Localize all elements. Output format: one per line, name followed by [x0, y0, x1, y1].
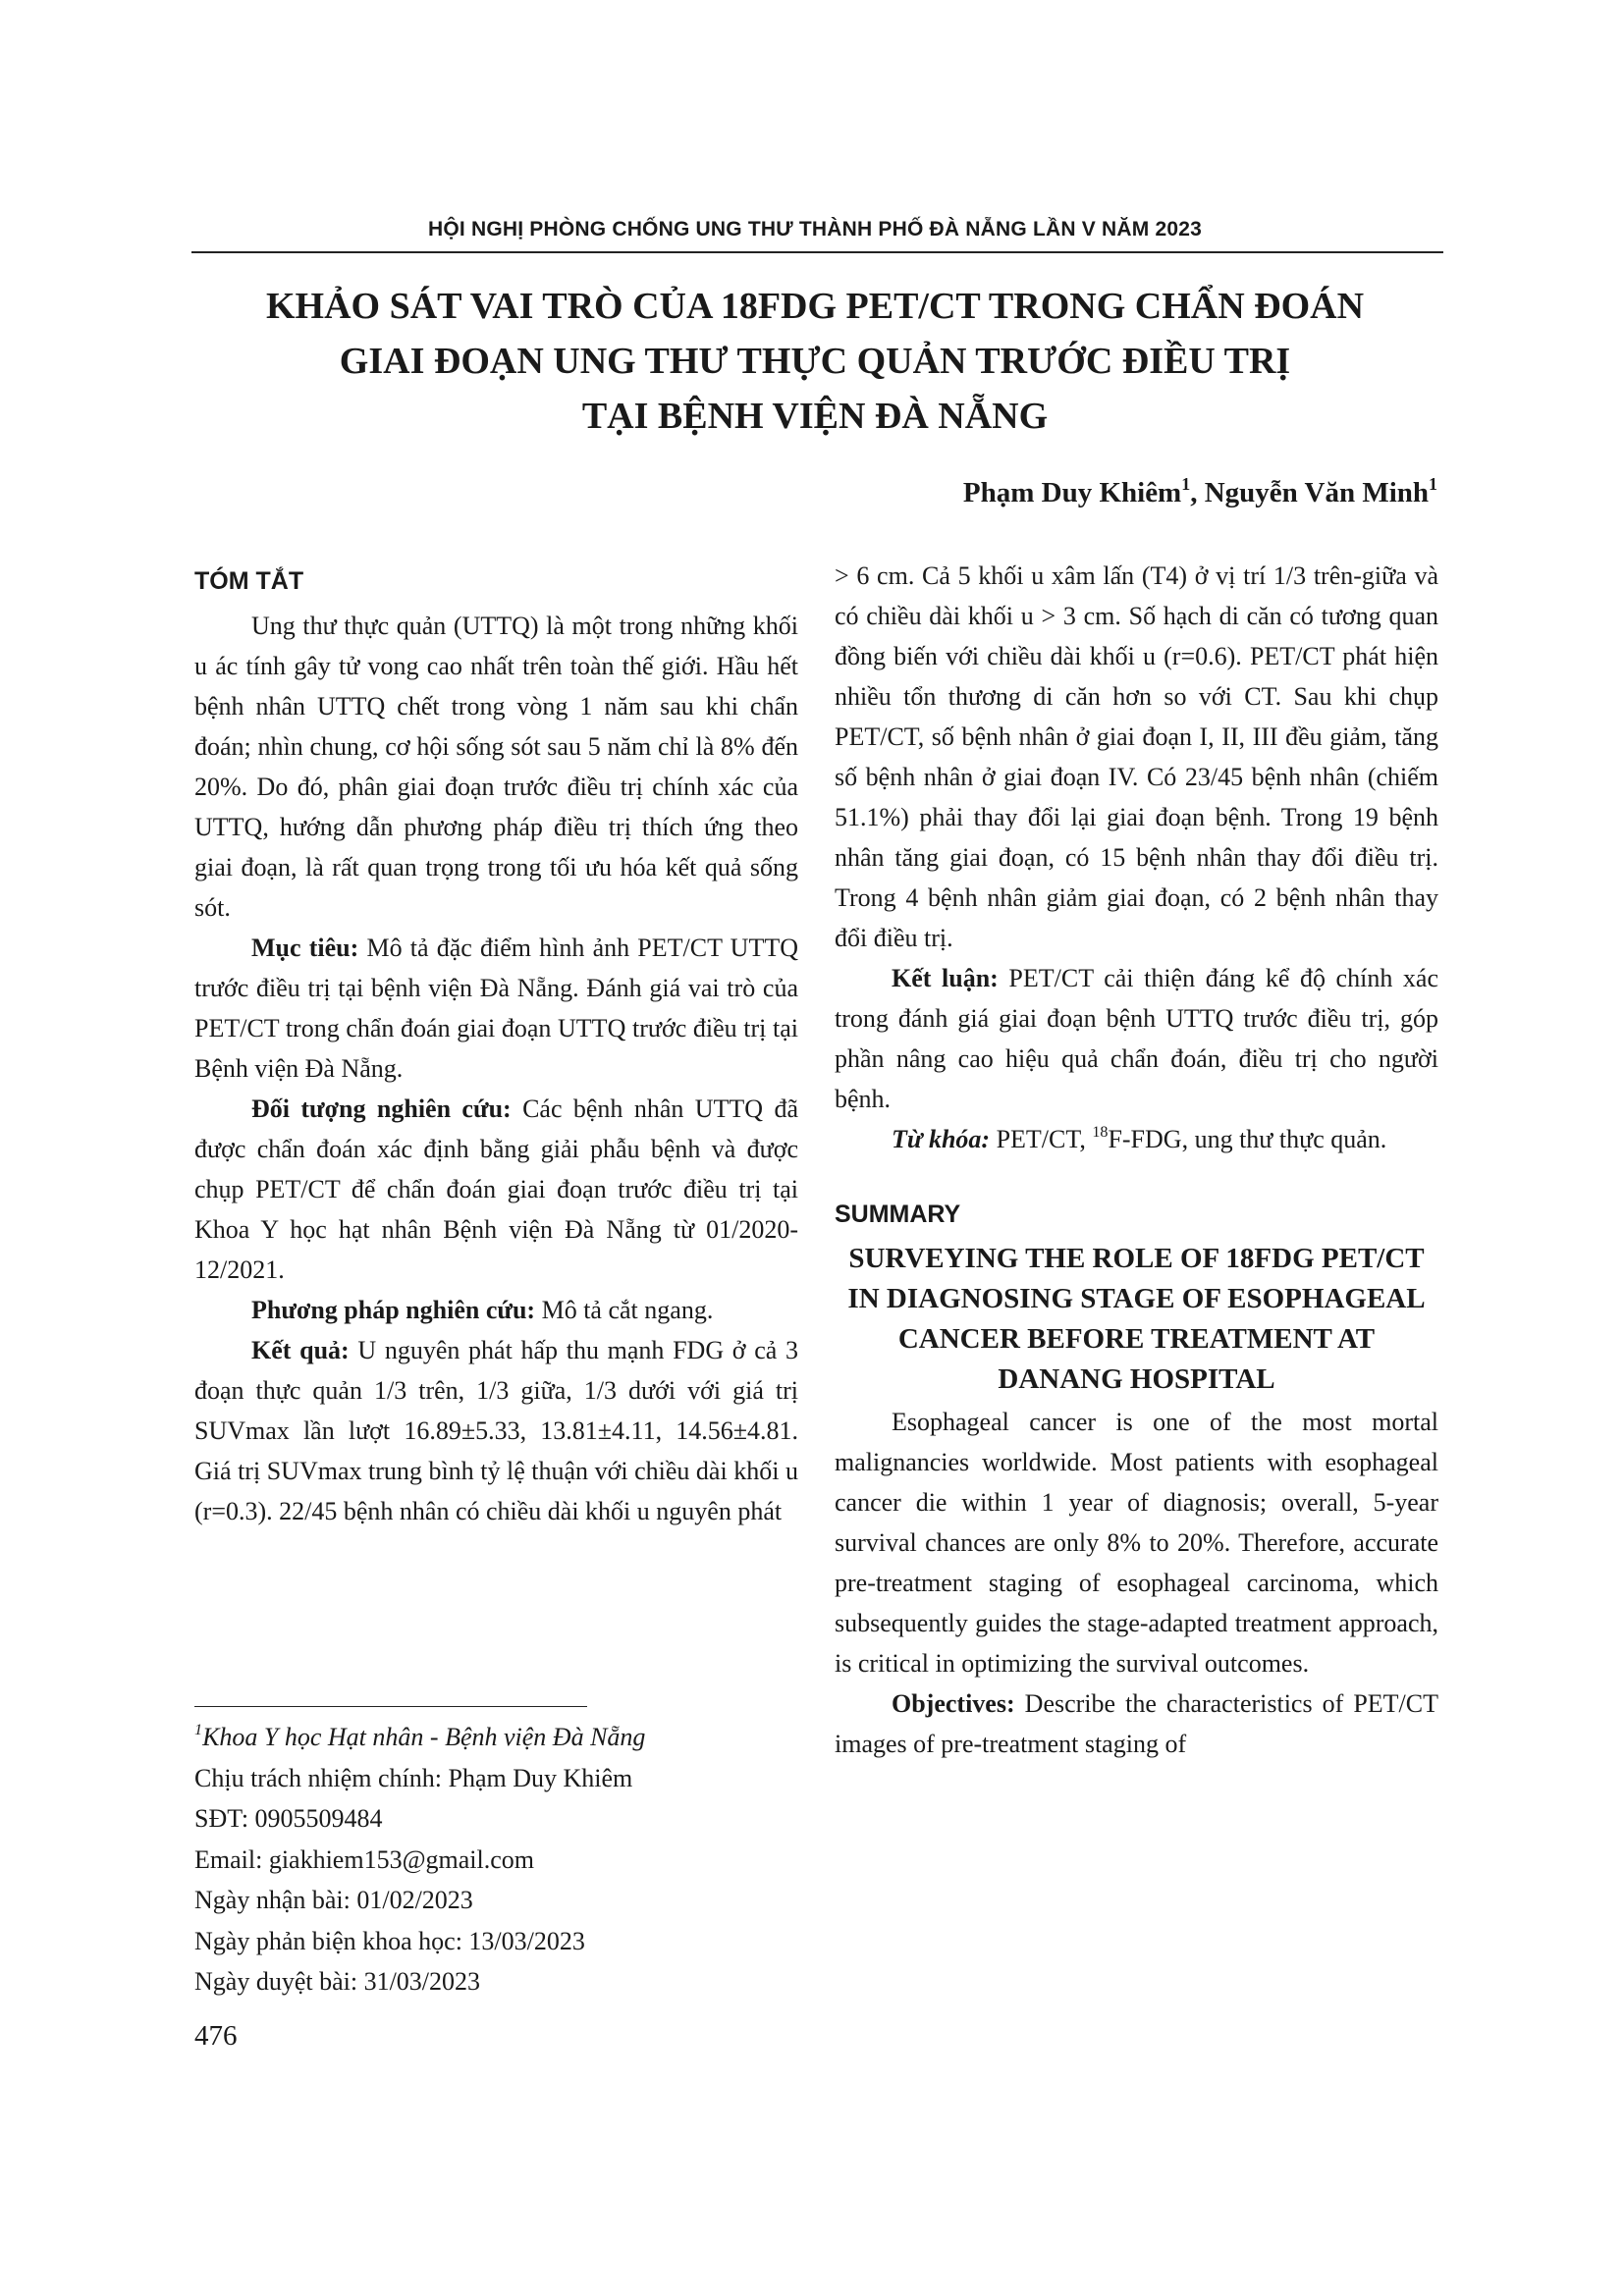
- abstract-subjects: [194, 1089, 798, 1290]
- objectives-label: Mục tiêu:: [251, 934, 359, 962]
- conclusion-label: Kết luận:: [892, 964, 999, 992]
- abstract-results: [194, 1330, 798, 1531]
- keywords-text: PET/CT,: [990, 1125, 1093, 1153]
- left-column: [194, 556, 798, 1531]
- footnote-rule: [194, 1706, 587, 1707]
- abstract-conclusion: [835, 958, 1438, 1119]
- summary-objectives-text: Describe the characteristics of PET/CT images of pre-treatment staging of: [835, 1689, 1438, 1758]
- footnote-email: Email: giakhiem153@gmail.com: [194, 1844, 534, 1874]
- affiliation-text: Khoa Y học Hạt nhân - Bệnh viện Đà Nẵng: [202, 1723, 646, 1751]
- footnote-accepted-date: Ngày duyệt bài: 31/03/2023: [194, 1967, 481, 1996]
- footnote-affiliation: [194, 1717, 793, 1758]
- results-label: Kết quả:: [251, 1336, 350, 1364]
- running-header: HỘI NGHỊ PHÒNG CHỐNG UNG THƯ THÀNH PHỐ ĐÀ NẴNG LẦN V NĂM 2023: [427, 218, 1202, 240]
- footnote-phone: SĐT: 0905509484: [194, 1804, 383, 1833]
- abstract-keywords: [835, 1119, 1438, 1159]
- affiliation-mark: 1: [194, 1721, 203, 1738]
- subjects-label: Đối tượng nghiên cứu:: [251, 1095, 512, 1123]
- keywords-text-end: F-FDG, ung thư thực quản.: [1108, 1125, 1387, 1153]
- keywords-superscript: 18: [1092, 1123, 1109, 1141]
- summary-objectives-label: Objectives:: [892, 1689, 1015, 1718]
- author-separator: ,: [1190, 477, 1205, 508]
- subjects-text: Các bệnh nhân UTTQ đã được chẩn đoán xác định bằng giải phẫu bệnh và được chụp PET/CT để chẩn đoán giai đoạn trước điều trị tại Khoa Y học hạt nhân Bệnh viện Đà Nẵng từ 01/2020-12/2021.: [194, 1095, 798, 1284]
- author-affiliation-mark: 1: [1181, 473, 1191, 494]
- objectives-text: Mô tả đặc điểm hình ảnh PET/CT UTTQ trước điều trị tại bệnh viện Đà Nẵng. Đánh giá vai trò của PET/CT trong chẩn đoán giai đoạn UTTQ trước điều trị tại Bệnh viện Đà Nẵng.: [194, 934, 798, 1083]
- title-line-2: GIAI ĐOẠN UNG THƯ THỰC QUẢN TRƯỚC ĐIỀU TRỊ: [339, 341, 1291, 382]
- summary-objectives: [835, 1683, 1438, 1764]
- results-text: U nguyên phát hấp thu mạnh FDG ở cả 3 đoạn thực quản 1/3 trên, 1/3 giữa, 1/3 dưới với giá trị SUVmax lần lượt 16.89±5.33, 13.81±4.11, 14.56±4.81. Giá trị SUVmax trung bình tỷ lệ thuận với chiều dài khối u (r=0.3). 22/45 bệnh nhân có chiều dài khối u nguyên phát: [194, 1336, 798, 1525]
- methods-label: Phương pháp nghiên cứu:: [251, 1296, 536, 1324]
- paper-title: [191, 279, 1438, 444]
- footnote-responsible: Chịu trách nhiệm chính: Phạm Duy Khiêm: [194, 1763, 633, 1792]
- abstract-intro: Ung thư thực quản (UTTQ) là một trong những khối u ác tính gây tử vong cao nhất trên toàn thế giới. Hầu hết bệnh nhân UTTQ chết trong vòng 1 năm sau khi chẩn đoán; nhìn chung, cơ hội sống sót sau 5 năm chỉ là 8% đến 20%. Do đó, phân giai đoạn trước điều trị chính xác của UTTQ, hướng dẫn phương pháp điều trị thích ứng theo giai đoạn, là rất quan trọng trong tối ưu hóa kết quả sống sót.: [194, 612, 798, 922]
- summary-intro: Esophageal cancer is one of the most mortal malignancies worldwide. Most patients with esophageal cancer die within 1 year of diagnosis; overall, 5-year survival chances are only 8% to 20%. Therefore, accurate pre-treatment staging of esophageal carcinoma, which subsequently guides the stage-adapted treatment approach, is critical in optimizing the survival outcomes.: [835, 1408, 1438, 1678]
- right-column: [835, 556, 1438, 1764]
- summary-heading: SUMMARY: [835, 1201, 961, 1228]
- author-affiliation-mark: 1: [1429, 473, 1437, 494]
- author-name: Nguyễn Văn Minh: [1204, 477, 1430, 508]
- title-line-1: KHẢO SÁT VAI TRÒ CỦA 18FDG PET/CT TRONG CHẨN ĐOÁN: [265, 286, 1365, 327]
- conclusion-text: PET/CT cải thiện đáng kể độ chính xác trong đánh giá giai đoạn bệnh UTTQ trước điều trị, góp phần nâng cao hiệu quả chẩn đoán, điều trị cho người bệnh.: [835, 964, 1438, 1113]
- methods-text: Mô tả cắt ngang.: [535, 1296, 714, 1324]
- footnotes: [194, 1717, 793, 2002]
- header-rule: [191, 251, 1443, 253]
- footnote-review-date: Ngày phản biện khoa học: 13/03/2023: [194, 1926, 585, 1955]
- abstract-objectives: [194, 928, 798, 1089]
- page-number: 476: [194, 2020, 238, 2052]
- abstract-results-continued: > 6 cm. Cả 5 khối u xâm lấn (T4) ở vị trí 1/3 trên-giữa và có chiều dài khối u > 3 cm. Số hạch di căn có tương quan đồng biến với chiều dài khối u (r=0.6). PET/CT phát hiện nhiều tổn thương di căn hơn so với CT. Sau khi chụp PET/CT, số bệnh nhân ở giai đoạn I, II, III đều giảm, tăng số bệnh nhân ở giai đoạn IV. Có 23/45 bệnh nhân (chiếm 51.1%) phải thay đổi lại giai đoạn bệnh. Trong 19 bệnh nhân tăng giai đoạn, có 15 bệnh nhân thay đổi điều trị. Trong 4 bệnh nhân giảm giai đoạn, có 2 bệnh nhân thay đổi điều trị.: [835, 561, 1438, 952]
- title-line-3: TẠI BỆNH VIỆN ĐÀ NẴNG: [581, 396, 1049, 437]
- author-name: Phạm Duy Khiêm: [962, 477, 1182, 508]
- english-title: SURVEYING THE ROLE OF 18FDG PET/CT IN DIAGNOSING STAGE OF ESOPHAGEAL CANCER BEFORE TREATMENT AT DANANG HOSPITAL: [847, 1243, 1426, 1395]
- footnote-received-date: Ngày nhận bài: 01/02/2023: [194, 1886, 473, 1914]
- keywords-label: Từ khóa:: [892, 1125, 991, 1153]
- abstract-methods: [194, 1290, 798, 1330]
- author-list: [962, 473, 1437, 509]
- abstract-heading: TÓM TẮT: [194, 567, 304, 595]
